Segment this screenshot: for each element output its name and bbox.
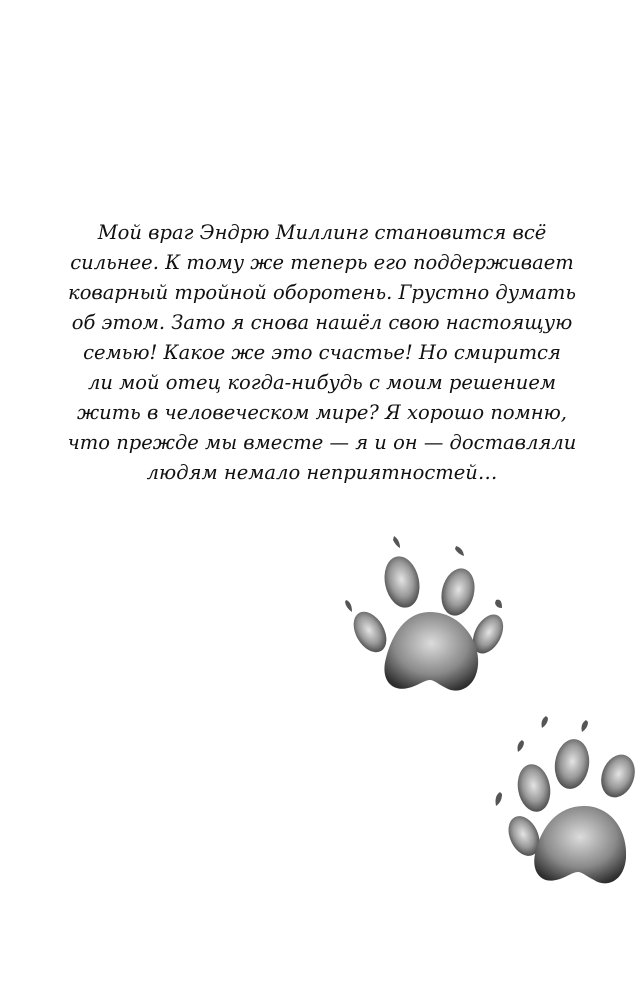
blurb-line: сильнее. К тому же теперь его поддерживает	[70, 251, 574, 274]
book-blurb	[60, 218, 584, 488]
blurb-line: ли мой отец когда-нибудь с моим решением	[87, 371, 557, 394]
blurb-line: что прежде мы вместе — я и он — доставляли	[67, 431, 577, 454]
blurb-line: жить в человеческом мире? Я хорошо помню,	[76, 401, 568, 424]
blurb-line: об этом. Зато я снова нашёл свою настоящую	[71, 311, 573, 334]
paw-print-icon	[488, 710, 644, 895]
blurb-line: людям немало неприятностей…	[146, 461, 498, 484]
blurb-line: Мой враг Эндрю Миллинг становится всё	[97, 221, 547, 244]
blurb-line: коварный тройной оборотень. Грустно думать	[68, 281, 576, 304]
blurb-line: семью! Какое же это счастье! Но смирится	[83, 341, 561, 364]
paw-print-icon	[330, 530, 520, 700]
